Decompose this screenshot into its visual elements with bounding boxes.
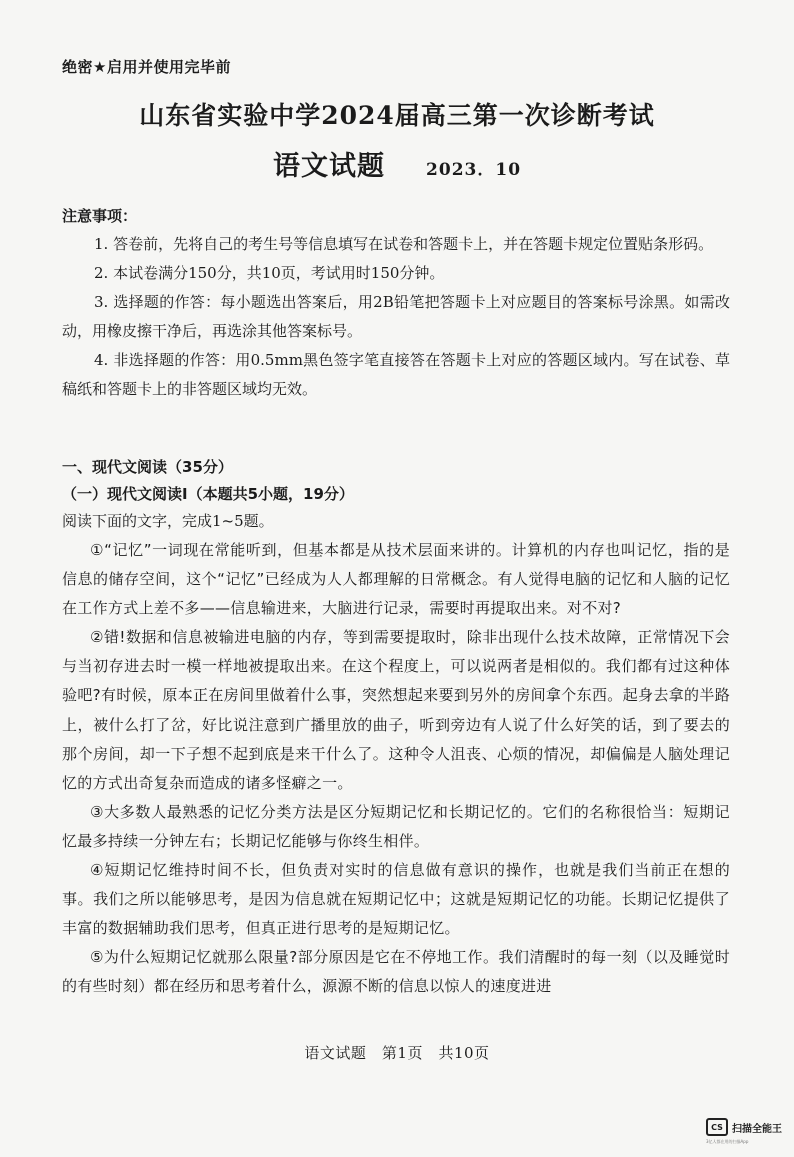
- section-heading: 一、现代文阅读（35分）: [62, 458, 233, 476]
- watermark-name: 扫描全能王: [732, 1123, 782, 1135]
- confidential-label: 绝密★启用并使用完毕前: [62, 58, 231, 76]
- notice-item: 4. 非选择题的作答：用0.5mm黑色签字笔直接答在答题卡上对应的答题区域内。写在试卷、草稿纸和答题卡上的非答题区域均无效。: [62, 351, 730, 398]
- passage-paragraph: ⑤为什么短期记忆就那么限量?部分原因是它在不停地工作。我们清醒时的每一刻（以及睡觉时的有些时刻）都在经历和思考着什么，源源不断的信息以惊人的速度进进: [62, 948, 730, 996]
- subsection-heading: （一）现代文阅读Ⅰ（本题共5小题，19分）: [62, 485, 354, 503]
- passage-paragraph: ④短期记忆维持时间不长，但负责对实时的信息做有意识的操作，也就是我们当前正在想的事。我们之所以能够思考，是因为信息就在短期记忆中；这就是短期记忆的功能。长期记忆提供了丰富的数据辅助我们思考，但真正进行思考的是短期记忆。: [62, 861, 730, 938]
- subject-title: 语文试题: [272, 151, 385, 182]
- notice-item: 1. 答卷前，先将自己的考生号等信息填写在试卷和答题卡上，并在答题卡规定位置贴条形码。: [94, 235, 714, 253]
- notice-item: 2. 本试卷满分150分，共10页，考试用时150分钟。: [94, 264, 445, 282]
- exam-date: 2023．10: [426, 160, 522, 180]
- passage-paragraph: ①“记忆”一词现在常能听到，但基本都是从技术层面来讲的。计算机的内存也叫记忆，指的是信息的储存空间，这个“记忆”已经成为人人都理解的日常概念。有人觉得电脑的记忆和人脑的记忆在工作方式上差不多——信息输进来，大脑进行记录，需要时再提取出来。对不对?: [62, 541, 730, 618]
- scanner-watermark: [706, 1118, 782, 1136]
- notice-item: 3. 选择题的作答：每小题选出答案后，用2B铅笔把答题卡上对应题目的答案标号涂黑。如需改动，用橡皮擦干净后，再选涂其他答案标号。: [62, 293, 730, 340]
- passage-paragraph: ③大多数人最熟悉的记忆分类方法是区分短期记忆和长期记忆的。它们的名称很恰当：短期记忆最多持续一分钟左右；长期记忆能够与你终生相伴。: [62, 802, 730, 850]
- page-footer: 语文试题 第1页 共10页: [304, 1044, 490, 1062]
- notice-list: [62, 230, 730, 404]
- passage-paragraph: ②错!数据和信息被输进电脑的内存，等到需要提取时，除非出现什么技术故障，正常情况下会与当初存进去时一模一样地被提取出来。在这个程度上，可以说两者是相似的。我们都有过这种体验吧?有时候，原本正在房间里做着什么事，突然想起来要到另外的房间拿个东西。起身去拿的半路上，被什么打了岔，好比说注意到广播里放的曲子，听到旁边有人说了什么好笑的话，到了要去的那个房间，却一下子想不起到底是来干什么了。这种令人沮丧、心烦的情况，却偏偏是人脑处理记忆的方式出奇复杂而造成的诸多怪癖之一。: [62, 628, 730, 792]
- reading-passage: [62, 536, 730, 1002]
- camscanner-icon: CS: [706, 1118, 728, 1136]
- watermark-tagline: 3亿人都在用的扫描App: [706, 1139, 749, 1144]
- exam-title: 山东省实验中学2024届高三第一次诊断考试: [139, 101, 655, 130]
- reading-instruction: 阅读下面的文字，完成1~5题。: [62, 512, 274, 530]
- subject-row: [0, 144, 794, 183]
- notice-heading: 注意事项：: [62, 207, 138, 225]
